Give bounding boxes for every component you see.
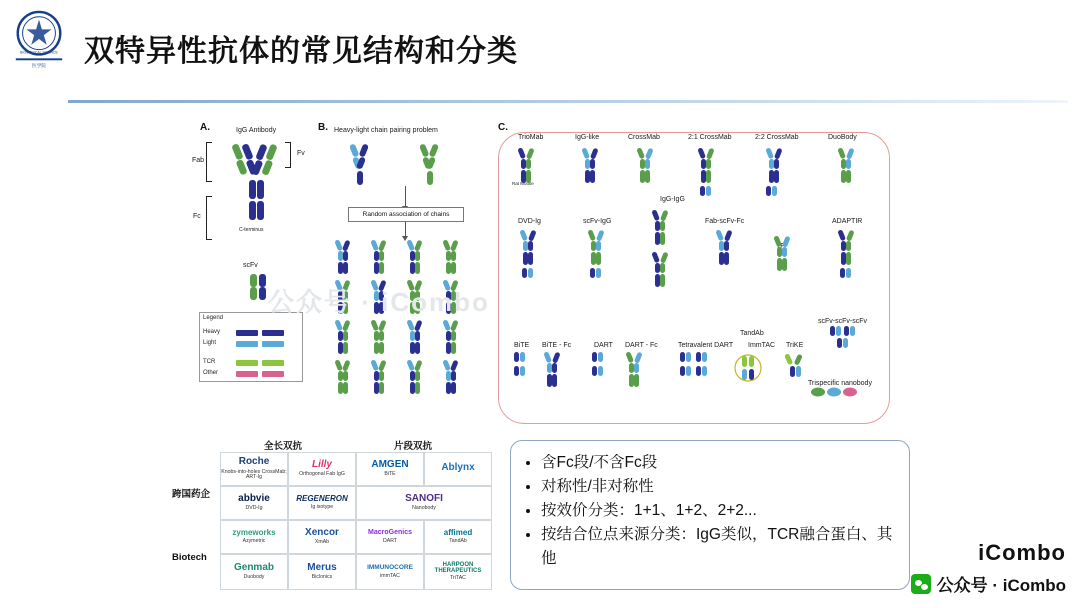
company-platform: Knobs-into-holes CrossMab; ART-Ig	[221, 468, 287, 481]
table-grid	[220, 452, 492, 590]
format-label-21-crossmab: 2:1 CrossMab	[688, 134, 732, 141]
company-name: abbvie	[238, 492, 270, 504]
legend-label-tcr: TCR	[203, 359, 216, 365]
company-name: affimed	[443, 527, 473, 537]
format-label-igg-like: IgG-like	[575, 134, 600, 141]
fv-bracket	[290, 142, 291, 168]
format-label-immtac: ImmTAC	[748, 342, 776, 349]
legend-swatch-heavy-b	[262, 330, 284, 336]
panel-c-format-glyphs	[500, 140, 888, 420]
format-label-duobody: DuoBody	[828, 134, 857, 141]
company-name: MacroGenics	[368, 529, 412, 537]
label-fab: Fab	[192, 157, 205, 164]
format-label-tf: TF	[776, 243, 785, 250]
table-row	[288, 520, 356, 554]
panel-b-caption: Heavy-light chain pairing problem	[334, 127, 438, 134]
label-fc: Fc	[193, 213, 201, 220]
fc-bracket	[206, 196, 207, 240]
legend-label-other: Other	[203, 370, 219, 376]
wechat-icon	[911, 574, 931, 594]
random-association-note: Random association of chains	[348, 207, 464, 222]
company-name: Genmab	[233, 561, 274, 573]
format-label-scfv-igg: scFv-IgG	[583, 218, 612, 225]
company-platform: Duobody	[243, 574, 265, 581]
bullet-item: • 对称性/非对称性	[541, 475, 897, 499]
company-platform: XmAb	[314, 539, 330, 546]
format-label-igg-igg: IgG-IgG	[660, 196, 685, 203]
table-row	[424, 520, 492, 554]
company-name: Merus	[307, 561, 337, 573]
watermark-wechat-text: 公众号 · iCombo	[936, 576, 1066, 595]
company-platform: BiTE	[384, 471, 396, 478]
label-fv: Fv	[297, 150, 305, 157]
format-label-fab-scfv-fc: Fab-scFv-Fc	[705, 218, 745, 225]
legend-swatch-other-a	[236, 371, 258, 377]
format-sublabel-rat-mouse: Rat Mouse	[512, 181, 534, 186]
company-platform: Azymetric	[242, 538, 266, 545]
label-c-terminus: C-terminus	[239, 227, 264, 233]
company-platform: DVD-Ig	[245, 505, 263, 512]
table-row	[220, 486, 288, 520]
company-platform: Ig isotype	[310, 504, 334, 511]
table-row	[424, 452, 492, 486]
legend-swatch-tcr-b	[262, 360, 284, 366]
format-label-crossmab: CrossMab	[628, 134, 660, 141]
company-name: SANOFI	[405, 492, 443, 504]
legend-label-light: Light	[203, 340, 217, 346]
company-name: AMGEN	[371, 458, 409, 470]
format-label-bite-fc: BiTE - Fc	[542, 342, 572, 349]
table-row-label-biotech: Biotech	[172, 552, 207, 563]
company-name: Roche	[238, 456, 270, 468]
legend	[199, 312, 303, 382]
svg-text:医学院: 医学院	[31, 64, 47, 70]
format-label-scfv-scfv-scfv: scFv-scFv-scFv	[818, 318, 867, 325]
table-row	[424, 554, 492, 590]
company-table	[172, 438, 492, 590]
arrow-down-1	[405, 186, 406, 206]
page-title: 双特异性抗体的常见结构和分类	[84, 35, 518, 68]
format-label-dvd-ig: DVD-Ig	[518, 218, 541, 225]
format-label-trispecific-nanobody: Trispecific nanobody	[808, 380, 872, 387]
table-row	[356, 486, 492, 520]
company-platform: Nanobody	[412, 505, 436, 512]
panel-b-letter: B.	[318, 122, 328, 133]
format-label-22-crossmab: 2:2 CrossMab	[755, 134, 799, 141]
panel-a-letter: A.	[200, 122, 210, 133]
bullet-item: • 按效价分类：1+1、1+2、2+2...	[541, 499, 897, 523]
legend-swatch-heavy-a	[236, 330, 258, 336]
watermark-brand: iCombo	[978, 540, 1066, 565]
company-platform: Biclonics	[311, 574, 333, 581]
company-name: REGENERON	[296, 493, 348, 503]
table-col-header-full-length: 全长双抗	[264, 441, 303, 452]
arrow-down-2	[405, 222, 406, 236]
panel-b-parents	[345, 140, 465, 188]
table-row-label-pharma: 跨国药企	[172, 489, 211, 500]
table-row	[288, 486, 356, 520]
watermark-wechat	[911, 571, 1066, 596]
svg-text:BIOMEDICAL SCIENCE: BIOMEDICAL SCIENCE	[20, 50, 58, 55]
university-seal-logo	[10, 8, 68, 70]
panel-a-caption: IgG Antibody	[236, 127, 277, 134]
format-label-tandab: TandAb	[740, 330, 764, 337]
format-label-dart: DART	[594, 342, 613, 349]
company-name: Lilly	[311, 458, 332, 470]
format-label-adaptir: ADAPTIR	[832, 218, 863, 225]
company-platform: TriTAC	[450, 575, 466, 582]
title-divider	[68, 100, 1068, 103]
company-platform: DART	[382, 537, 398, 544]
label-scfv: scFv	[243, 262, 258, 269]
company-platform: TandAb	[449, 538, 467, 545]
format-label-dart-fc: DART - Fc	[625, 342, 658, 349]
company-name: Ablynx	[441, 461, 475, 473]
table-row	[288, 554, 356, 590]
legend-label-heavy: Heavy	[203, 329, 221, 335]
bullet-item: • 按结合位点来源分类：IgG类似，TCR融合蛋白、其他	[541, 523, 897, 571]
table-row	[288, 452, 356, 486]
summary-panel	[510, 440, 910, 590]
table-row	[356, 520, 424, 554]
company-platform: Orthogonal Fab IgG	[299, 471, 345, 478]
legend-title: Legend	[203, 315, 224, 321]
fab-bracket	[206, 142, 207, 182]
legend-swatch-other-b	[262, 371, 284, 377]
company-name: HARPOON THERAPEUTICS	[434, 561, 482, 575]
legend-swatch-light-b	[262, 341, 284, 347]
legend-swatch-light-a	[236, 341, 258, 347]
format-label-trike: TriKE	[786, 342, 804, 349]
company-name: IMMUNOCORE	[367, 563, 413, 571]
table-row	[220, 520, 288, 554]
table-col-header-fragment: 片段双抗	[394, 441, 433, 452]
company-name: Xencor	[305, 526, 339, 538]
table-row	[356, 452, 424, 486]
legend-swatch-tcr-a	[236, 360, 258, 366]
table-row	[356, 554, 424, 590]
table-row	[220, 554, 288, 590]
format-label-bite: BiTE	[514, 342, 530, 349]
bullet-item: • 含Fc段/不含Fc段	[541, 451, 897, 475]
table-row	[220, 452, 288, 486]
format-label-tetravalent-dart: Tetravalent DART	[678, 342, 734, 349]
company-platform: immTAC	[380, 572, 400, 579]
format-label-triomab: TrioMab	[518, 134, 544, 141]
watermark-center: 公众号 · iCombo	[268, 287, 490, 317]
company-name: zymeworks	[232, 527, 276, 537]
panel-c-letter: C.	[498, 122, 508, 133]
